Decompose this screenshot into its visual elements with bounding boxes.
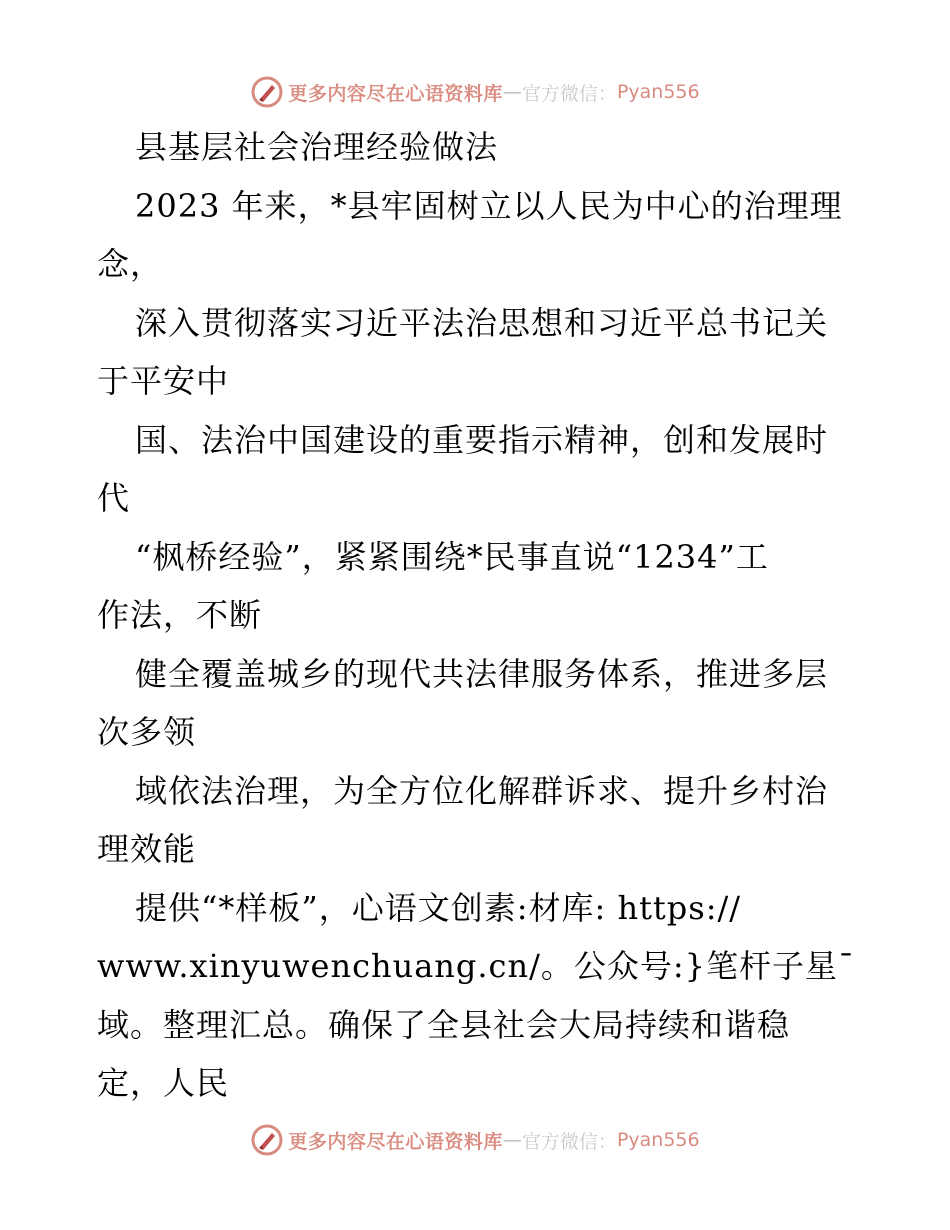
text-line: 健全覆盖城乡的现代共法律服务体系，推进多层 <box>135 654 829 693</box>
brand-text: 更多内容尽在心语资料库 <box>288 1130 503 1153</box>
fountain-pen-icon <box>250 1123 284 1157</box>
text-line: 于平安中 <box>97 362 230 400</box>
text-line: 作法，不断 <box>97 596 263 634</box>
wechat-id: Pyan556 <box>616 1129 700 1151</box>
text-line: 念， <box>97 245 164 283</box>
text-line: 深入贯彻落实习近平法治思想和习近平总书记关 <box>135 303 829 342</box>
brand-text: 更多内容尽在心语资料库 <box>288 82 503 105</box>
text-line: 域。整理汇总。确保了全县社会大局持续和谐稳 <box>97 1005 791 1044</box>
text-line: www.xinyuwenchuang.cn/。公众号:}笔杆子星¯ <box>97 947 856 985</box>
text-line: 理效能 <box>97 830 197 868</box>
text-line: 提供“*样板”，心语文创素:材库: https:// <box>135 888 742 927</box>
text-line: 定，人民 <box>97 1064 230 1102</box>
document-title: 县基层社会治理经验做法 <box>135 128 499 166</box>
text-line: 代 <box>97 479 131 517</box>
text-line: 次多领 <box>97 713 197 751</box>
document-body <box>97 118 857 1113</box>
text-line: 国、法治中国建设的重要指示精神，创和发展时 <box>135 420 829 459</box>
footer-banner <box>0 1120 950 1160</box>
separator: — <box>502 1129 522 1151</box>
official-label: 官方微信： <box>521 82 617 105</box>
text-line: “枫桥经验”，紧紧围绕*民事直说“1234”工 <box>135 537 769 576</box>
official-label: 官方微信： <box>521 1130 617 1153</box>
fountain-pen-icon <box>250 75 284 109</box>
wechat-id: Pyan556 <box>616 81 700 103</box>
separator: — <box>502 81 522 103</box>
text-line: 域依法治理，为全方位化解群诉求、提升乡村治 <box>135 771 829 810</box>
header-banner <box>0 72 950 112</box>
text-line: 2023 年来，*县牢固树立以人民为中心的治理理 <box>135 186 843 225</box>
